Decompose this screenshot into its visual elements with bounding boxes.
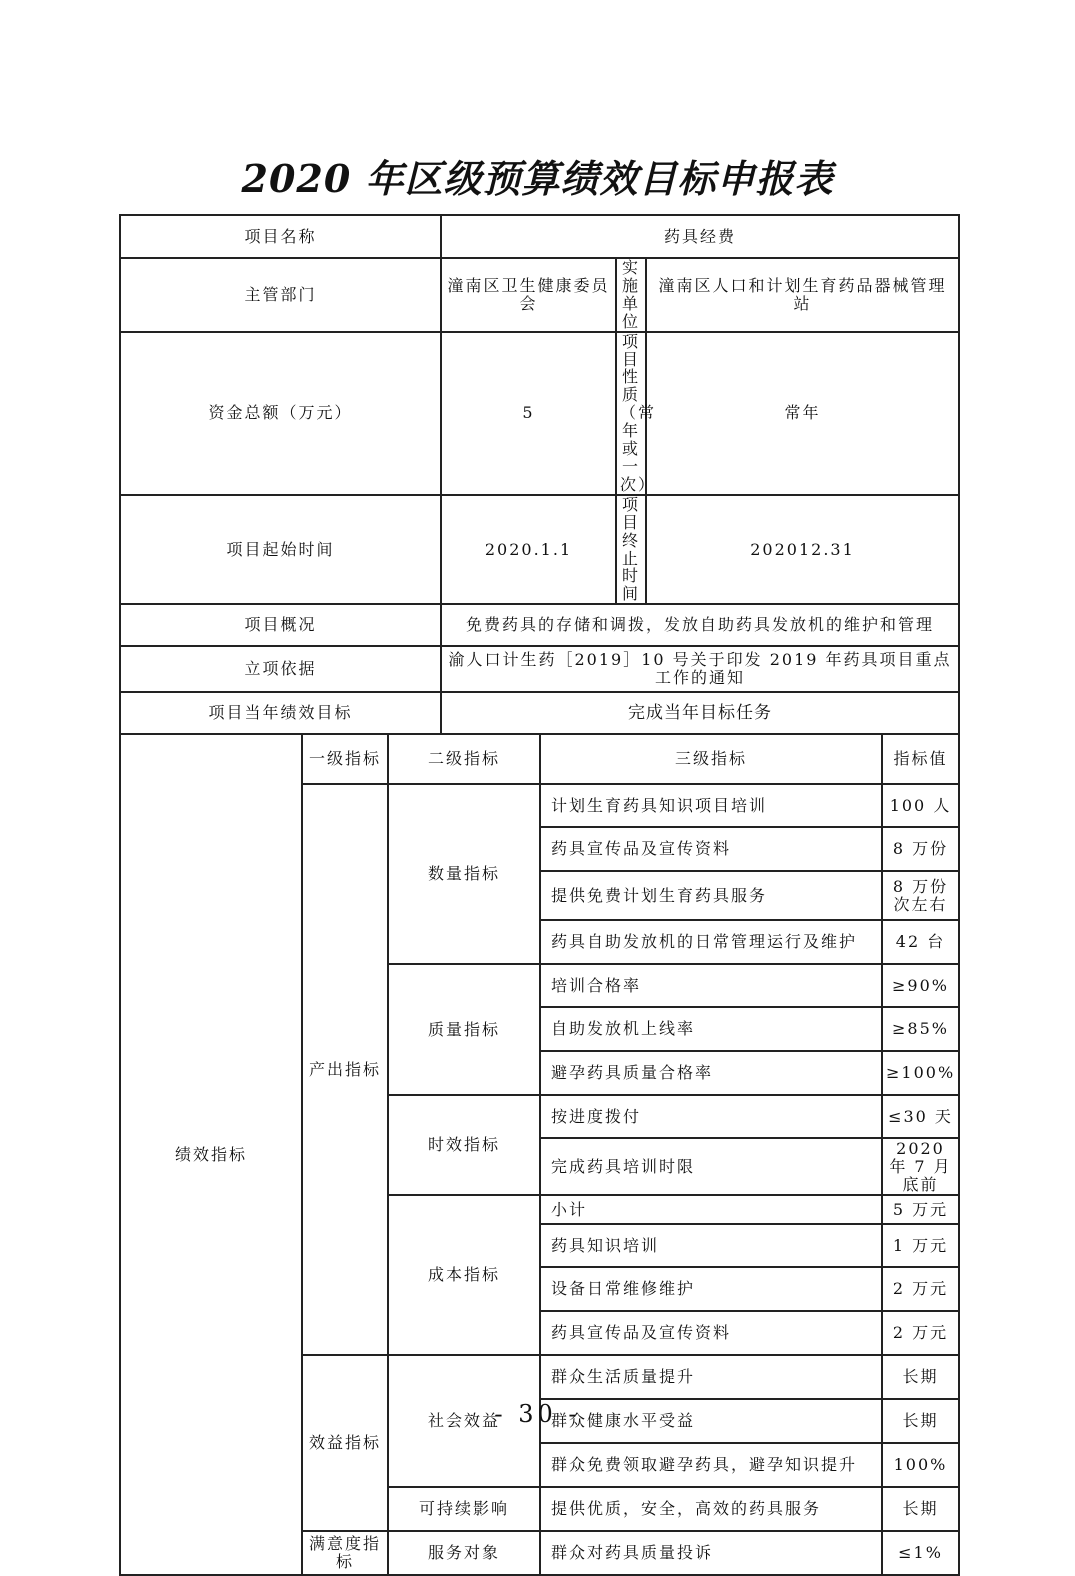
indicator-value: 长期 (882, 1355, 959, 1399)
indicator-value: ≤1% (882, 1531, 959, 1575)
indicator-value: ≥85% (882, 1007, 959, 1051)
indicator-name: 自助发放机上线率 (540, 1007, 882, 1051)
page-number: - 30 - (494, 1400, 581, 1428)
row-project-name (120, 215, 959, 258)
end-label: 项目终止时间 (616, 495, 646, 604)
row-goal (120, 692, 959, 734)
value-header: 指标值 (882, 734, 959, 784)
goal-label: 项目当年绩效目标 (120, 692, 441, 734)
indicator-value: 长期 (882, 1399, 959, 1443)
output-indicator-label: 产出指标 (302, 784, 388, 1355)
performance-indicators-label: 绩效指标 (120, 734, 302, 1575)
goal-value: 完成当年目标任务 (441, 692, 959, 734)
indicator-value: ≥100% (882, 1051, 959, 1095)
fund-value: 5 (441, 332, 616, 495)
row-department (120, 258, 959, 332)
indicator-name: 药具宣传品及宣传资料 (540, 1311, 882, 1355)
indicator-value: 100% (882, 1443, 959, 1487)
project-name-label: 项目名称 (120, 215, 441, 258)
indicator-name: 避孕药具质量合格率 (540, 1051, 882, 1095)
level2-header: 二级指标 (388, 734, 540, 784)
quantity-indicator-label: 数量指标 (388, 784, 540, 964)
indicator-value: 2 万元 (882, 1311, 959, 1355)
indicator-name: 群众生活质量提升 (540, 1355, 882, 1399)
indicator-name: 群众健康水平受益 (540, 1399, 882, 1443)
indicator-name: 提供免费计划生育药具服务 (540, 871, 882, 920)
indicator-value: 长期 (882, 1487, 959, 1531)
sustainable-impact-label: 可持续影响 (388, 1487, 540, 1531)
impl-value: 潼南区人口和计划生育药品器械管理站 (646, 258, 959, 332)
indicator-name: 药具宣传品及宣传资料 (540, 827, 882, 871)
indicator-name: 药具知识培训 (540, 1224, 882, 1267)
indicator-value: 2 万元 (882, 1267, 959, 1311)
overview-label: 项目概况 (120, 604, 441, 646)
nature-label: 项目性质（常年或一次） (616, 332, 646, 495)
indicator-name: 完成药具培训时限 (540, 1138, 882, 1195)
basis-label: 立项依据 (120, 646, 441, 692)
indicator-name: 计划生育药具知识项目培训 (540, 784, 882, 827)
indicator-name: 培训合格率 (540, 964, 882, 1007)
overview-value: 免费药具的存储和调拨，发放自助药具发放机的维护和管理 (441, 604, 959, 646)
row-overview (120, 604, 959, 646)
cost-indicator-label: 成本指标 (388, 1195, 540, 1355)
social-benefit-label: 社会效益 (388, 1355, 540, 1487)
indicator-value: 100 人 (882, 784, 959, 827)
time-indicator-label: 时效指标 (388, 1095, 540, 1195)
row-fund (120, 332, 959, 495)
indicator-name: 按进度拨付 (540, 1095, 882, 1138)
indicator-name: 设备日常维修维护 (540, 1267, 882, 1311)
dept-label: 主管部门 (120, 258, 441, 332)
quality-indicator-label: 质量指标 (388, 964, 540, 1095)
indicator-value: 8 万份 (882, 827, 959, 871)
page-title: 2020 年区级预算绩效目标申报表 (241, 156, 834, 201)
level3-header: 三级指标 (540, 734, 882, 784)
basis-value: 渝人口计生药［2019］10 号关于印发 2019 年药具项目重点工作的通知 (441, 646, 959, 692)
impl-label: 实施单位 (616, 258, 646, 332)
start-value: 2020.1.1 (441, 495, 616, 604)
budget-form-table (119, 214, 960, 1576)
indicator-value: 42 台 (882, 920, 959, 964)
level1-header: 一级指标 (302, 734, 388, 784)
fund-label: 资金总额（万元） (120, 332, 441, 495)
indicator-header-row (120, 734, 959, 784)
nature-value: 常年 (646, 332, 959, 495)
benefit-indicator-label: 效益指标 (302, 1355, 388, 1531)
indicator-name: 群众免费领取避孕药具，避孕知识提升 (540, 1443, 882, 1487)
start-label: 项目起始时间 (120, 495, 441, 604)
indicator-value: ≥90% (882, 964, 959, 1007)
row-period (120, 495, 959, 604)
indicator-name: 提供优质，安全，高效的药具服务 (540, 1487, 882, 1531)
service-target-label: 服务对象 (388, 1531, 540, 1575)
indicator-value: 2020 年 7 月底前 (882, 1138, 959, 1195)
satisfaction-indicator-label: 满意度指标 (302, 1531, 388, 1575)
row-basis (120, 646, 959, 692)
indicator-value: 8 万份次左右 (882, 871, 959, 920)
project-name-value: 药具经费 (441, 215, 959, 258)
end-value: 202012.31 (646, 495, 959, 604)
dept-value: 潼南区卫生健康委员会 (441, 258, 616, 332)
indicator-name: 小计 (540, 1195, 882, 1224)
indicator-value: ≤30 天 (882, 1095, 959, 1138)
indicator-name: 药具自助发放机的日常管理运行及维护 (540, 920, 882, 964)
indicator-value: 1 万元 (882, 1224, 959, 1267)
indicator-value: 5 万元 (882, 1195, 959, 1224)
indicator-name: 群众对药具质量投诉 (540, 1531, 882, 1575)
